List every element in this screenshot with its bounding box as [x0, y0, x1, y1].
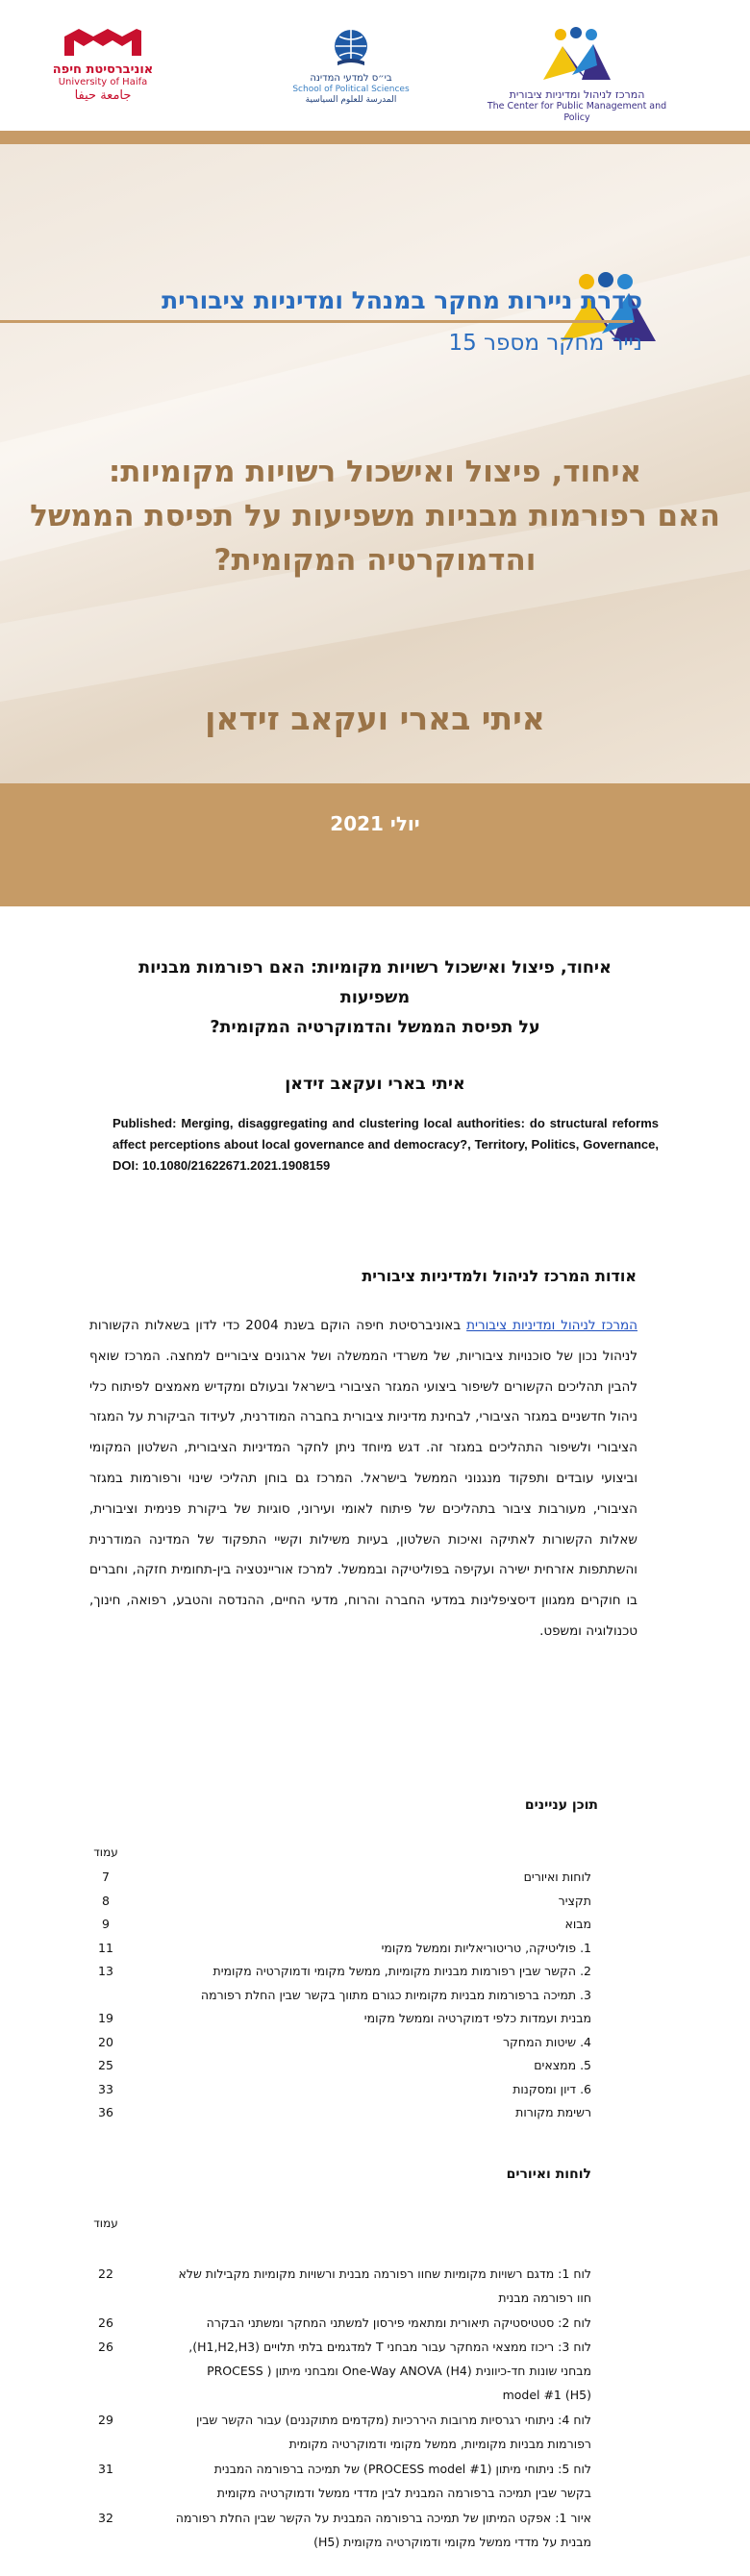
center-name-en: The Center for Public Management and Policy [487, 101, 667, 123]
political-sciences-logo [279, 27, 423, 106]
toc-item-text: לוחות ואיורים [523, 1870, 591, 1884]
toc-item-text: 2. הקשר שבין רפורמות מבניות מקומיות, ממשל מקומי ודמוקרטיה מקומית [212, 1964, 591, 1978]
toc-page-number: 9 [102, 1917, 110, 1931]
toc-item-text: מבנית ועמדות כלפי דמוקרטיה וממשל מקומי [363, 2011, 591, 2025]
toc-heading: תוכן עניינים [524, 1797, 598, 1813]
tables-item-page: 22 [98, 2266, 113, 2281]
series-divider [0, 320, 633, 323]
center-link[interactable]: המרכז לניהול ומדיניות ציבורית [466, 1318, 638, 1333]
toc-item[interactable] [77, 1941, 591, 1964]
cover-bottom-band [0, 783, 750, 906]
tables-item-line: בקשר שבין תמיכה ברפורמה המבנית לבין מדדי ממשל ודמוקרטיה מקומית [216, 2486, 591, 2500]
toc-item-text: 6. דיון ומסקנות [512, 2081, 591, 2096]
tables-item-text [139, 2506, 591, 2554]
logos-header [0, 0, 750, 131]
toc-page-number: 25 [98, 2058, 113, 2072]
toc-item-text: תקציר [558, 1893, 591, 1908]
tables-item-page: 26 [98, 2340, 113, 2354]
cover-title-line: האם רפורמות מבניות משפיעות על תפיסת הממשל [30, 499, 720, 533]
cover-top-bar [0, 131, 750, 144]
tables-page-label: עמוד [93, 2217, 118, 2230]
globe-book-icon [330, 27, 372, 69]
toc-item[interactable] [77, 1870, 591, 1893]
about-heading: אודות המרכז לניהול ולמדיניות ציבורית [362, 1267, 637, 1285]
toc-page-number: 19 [98, 2011, 113, 2025]
tables-item-line: איור 1: אפקט המיתון של תמיכה ברפורמה המבנית על הקשר שבין החלת רפורמה [175, 2511, 591, 2525]
center-logo [476, 27, 678, 124]
tables-item-text [139, 2262, 591, 2310]
doc-title-line: איחוד, פיצול ואישכול רשויות מקומיות: האם רפורמות מבניות משפיעות [138, 958, 612, 1007]
toc-item[interactable] [77, 1988, 591, 2011]
doc-title [106, 954, 644, 1043]
doc-title-line: על תפיסת הממשל והדמוקרטיה המקומית? [210, 1018, 540, 1037]
tables-item-page: 31 [98, 2462, 113, 2476]
center-name-he: המרכז לניהול ומדיניות ציבורית [509, 88, 645, 101]
toc-page-number: 11 [98, 1940, 113, 1955]
cover-title [29, 450, 721, 582]
paper-number: נייר מחקר מספר 15 [448, 331, 642, 356]
toc-item[interactable] [77, 2105, 591, 2128]
political-sciences-name-he: בי״ס למדעי המדינה [310, 73, 392, 84]
toc-item-text: רשימת מקורות [515, 2105, 591, 2119]
tables-item-line: לוח 5: ניתוחי מיתון (PROCESS model #1) של תמיכה ברפורמה המבנית [213, 2462, 591, 2476]
toc-item[interactable] [77, 2058, 591, 2081]
tables-item-line: חוו רפורמה מבנית [498, 2291, 591, 2305]
toc-item-text: 1. פוליטיקה, טריטוריאליות וממשל מקומי [381, 1940, 591, 1955]
tables-item-line: מבנית על מדדי ממשל מקומי ודמוקרטיה מקומית (H5) [313, 2535, 591, 2549]
tables-item-text [139, 2335, 591, 2407]
tables-item-page: 26 [98, 2316, 113, 2330]
toc-item-text: 3. תמיכה ברפורמות מבניות מקומיות כגורם מתווך בקשר שבין החלת רפורמה [200, 1987, 591, 2002]
tables-item-line: לוח 3: ריכוז ממצאי המחקר עבור מבחני T למדגמים בלתי תלויים (H1,H2,H3), [188, 2340, 591, 2354]
haifa-name-en: University of Haifa [58, 77, 148, 87]
toc-page-label: עמוד [93, 1845, 118, 1859]
cover-authors: איתי בארי ועקאב זידאן [205, 700, 545, 737]
cover-title-line: והדמוקרטיה המקומית? [213, 543, 537, 578]
toc-item[interactable] [77, 2082, 591, 2105]
political-sciences-name-ar: المدرسة للعلوم السياسية [305, 95, 397, 105]
tables-item-page: 32 [98, 2511, 113, 2525]
haifa-name-ar: جامعة حيفا [74, 88, 132, 103]
cover-title-line: איחוד, פיצול ואישכול רשויות מקומיות: [108, 455, 642, 489]
toc-item-text: מבוא [564, 1917, 591, 1931]
tables-item-text [139, 2457, 591, 2505]
tables-item-line: לוח 2: סטטיסטיקה תיאורית ומתאמי פירסון למשתני המחקר ומשתני הבקרה [206, 2316, 591, 2330]
toc-page-number: 36 [98, 2105, 113, 2119]
political-sciences-name-en: School of Political Sciences [292, 85, 410, 94]
toc-item[interactable] [77, 1964, 591, 1987]
toc-page-number: 33 [98, 2081, 113, 2096]
toc-item[interactable] [77, 1894, 591, 1917]
about-body [89, 1311, 638, 1647]
haifa-wave-icon [60, 27, 146, 60]
toc-item-text: 4. שיטות המחקר [503, 2034, 591, 2049]
tables-item-page: 29 [98, 2413, 113, 2427]
tables-item-text [139, 2311, 591, 2335]
toc-page-number: 20 [98, 2034, 113, 2049]
toc-item-text: 5. ממצאים [534, 2058, 591, 2072]
cover-band [0, 144, 750, 783]
haifa-name-he: אוניברסיטת חיפה [52, 62, 154, 77]
center-people-icon [534, 27, 620, 85]
series-title: סדרת ניירות מחקר במנהל ומדיניות ציבורית [162, 286, 642, 314]
tables-item-line: (H5) model #1 [502, 2388, 591, 2402]
tables-item-line: רפורמות מבניות מקומיות, ממשל מקומי ודמוקרטיה מקומית [288, 2437, 591, 2451]
tables-item-line: מבחני שונות חד-כיוונית One-Way ANOVA (H4) ומבחני מיתון ( PROCESS [207, 2364, 591, 2378]
toc-page-number: 13 [98, 1964, 113, 1978]
published-citation: Published: Merging, disaggregating and clustering local authorities: do structural reforms affect perceptions about local governance and democracy?, Territory, Politics, Governance, DOI: 10.1080/21622671.2021.1908159 [112, 1116, 659, 1173]
tables-heading: לוחות ואיורים [506, 2167, 591, 2182]
doc-authors: איתי בארי ועקאב זידאן [285, 1075, 465, 1094]
tables-item-text [139, 2408, 591, 2456]
tables-item-line: לוח 1: מדגם רשויות מקומיות שחוו רפורמה מבנית ורשויות מקומיות מקבילות שלא [178, 2266, 591, 2281]
toc-item[interactable] [77, 2011, 591, 2034]
cover-date: יולי 2021 [330, 812, 420, 835]
about-text: באוניברסיטת חיפה הוקם בשנת 2004 כדי לדון בשאלות הקשורות לניהול נכון של סוכנויות ציבוריות, של משרדי הממשלה ושל ארגונים ציבוריים למחצה. המרכז שואף להבין תהליכים הקשורים לשיפור ביצועי המגזר הציבורי בישראל ובעולם ומקדיש מאמצים לפיתוח כלי ניהול חדשניים במגזר הציבורי, לבחינת מדיניות ציבורית בחברה המודרנית, לעידוד הביקורת על המגזר הציבורי ולשיפור התהליכים במגזר זה. דגש מיוחד ניתן לחקר המדיניות הציבורית, השלטון המקומי וביצועי עובדים ותפקוד מנגנוני הממשל בישראל. המרכז גם בוחן תהליכי שינוי ורפורמות במגזר הציבורי, מעורבות ציבור בתהליכים של פיתוח לאומי ועירוני, סוגיות של ביקורת פנימית וציבורית, שאלות הקשורות לאתיקה ואיכות השלטון, בעיות משילות וקשיי התפקוד של המדינה המודרנית והשתתפות אזרחית ישירה ועקיפה בפוליטיקה ובממשל. למרכז אוריינטציה בין-תחומית חזקה, וחברים בו חוקרים ממגוון דיסציפלינות במדעי החברה והרוח, מדעי החיים, ההנדסה והטבע, רפואה, חינוך, טכנולוגיה ומשפט. [89, 1318, 638, 1639]
toc-item[interactable] [77, 2035, 591, 2058]
toc-page-number: 8 [102, 1893, 110, 1908]
toc-item[interactable] [77, 1917, 591, 1940]
toc-page-number: 7 [102, 1870, 110, 1884]
haifa-university-logo [50, 27, 156, 103]
tables-item-line: לוח 4: ניתוחי רגרסיות מרובות היררכיות (מקדמים מתוקננים) עבור הקשר שבין [196, 2413, 591, 2427]
